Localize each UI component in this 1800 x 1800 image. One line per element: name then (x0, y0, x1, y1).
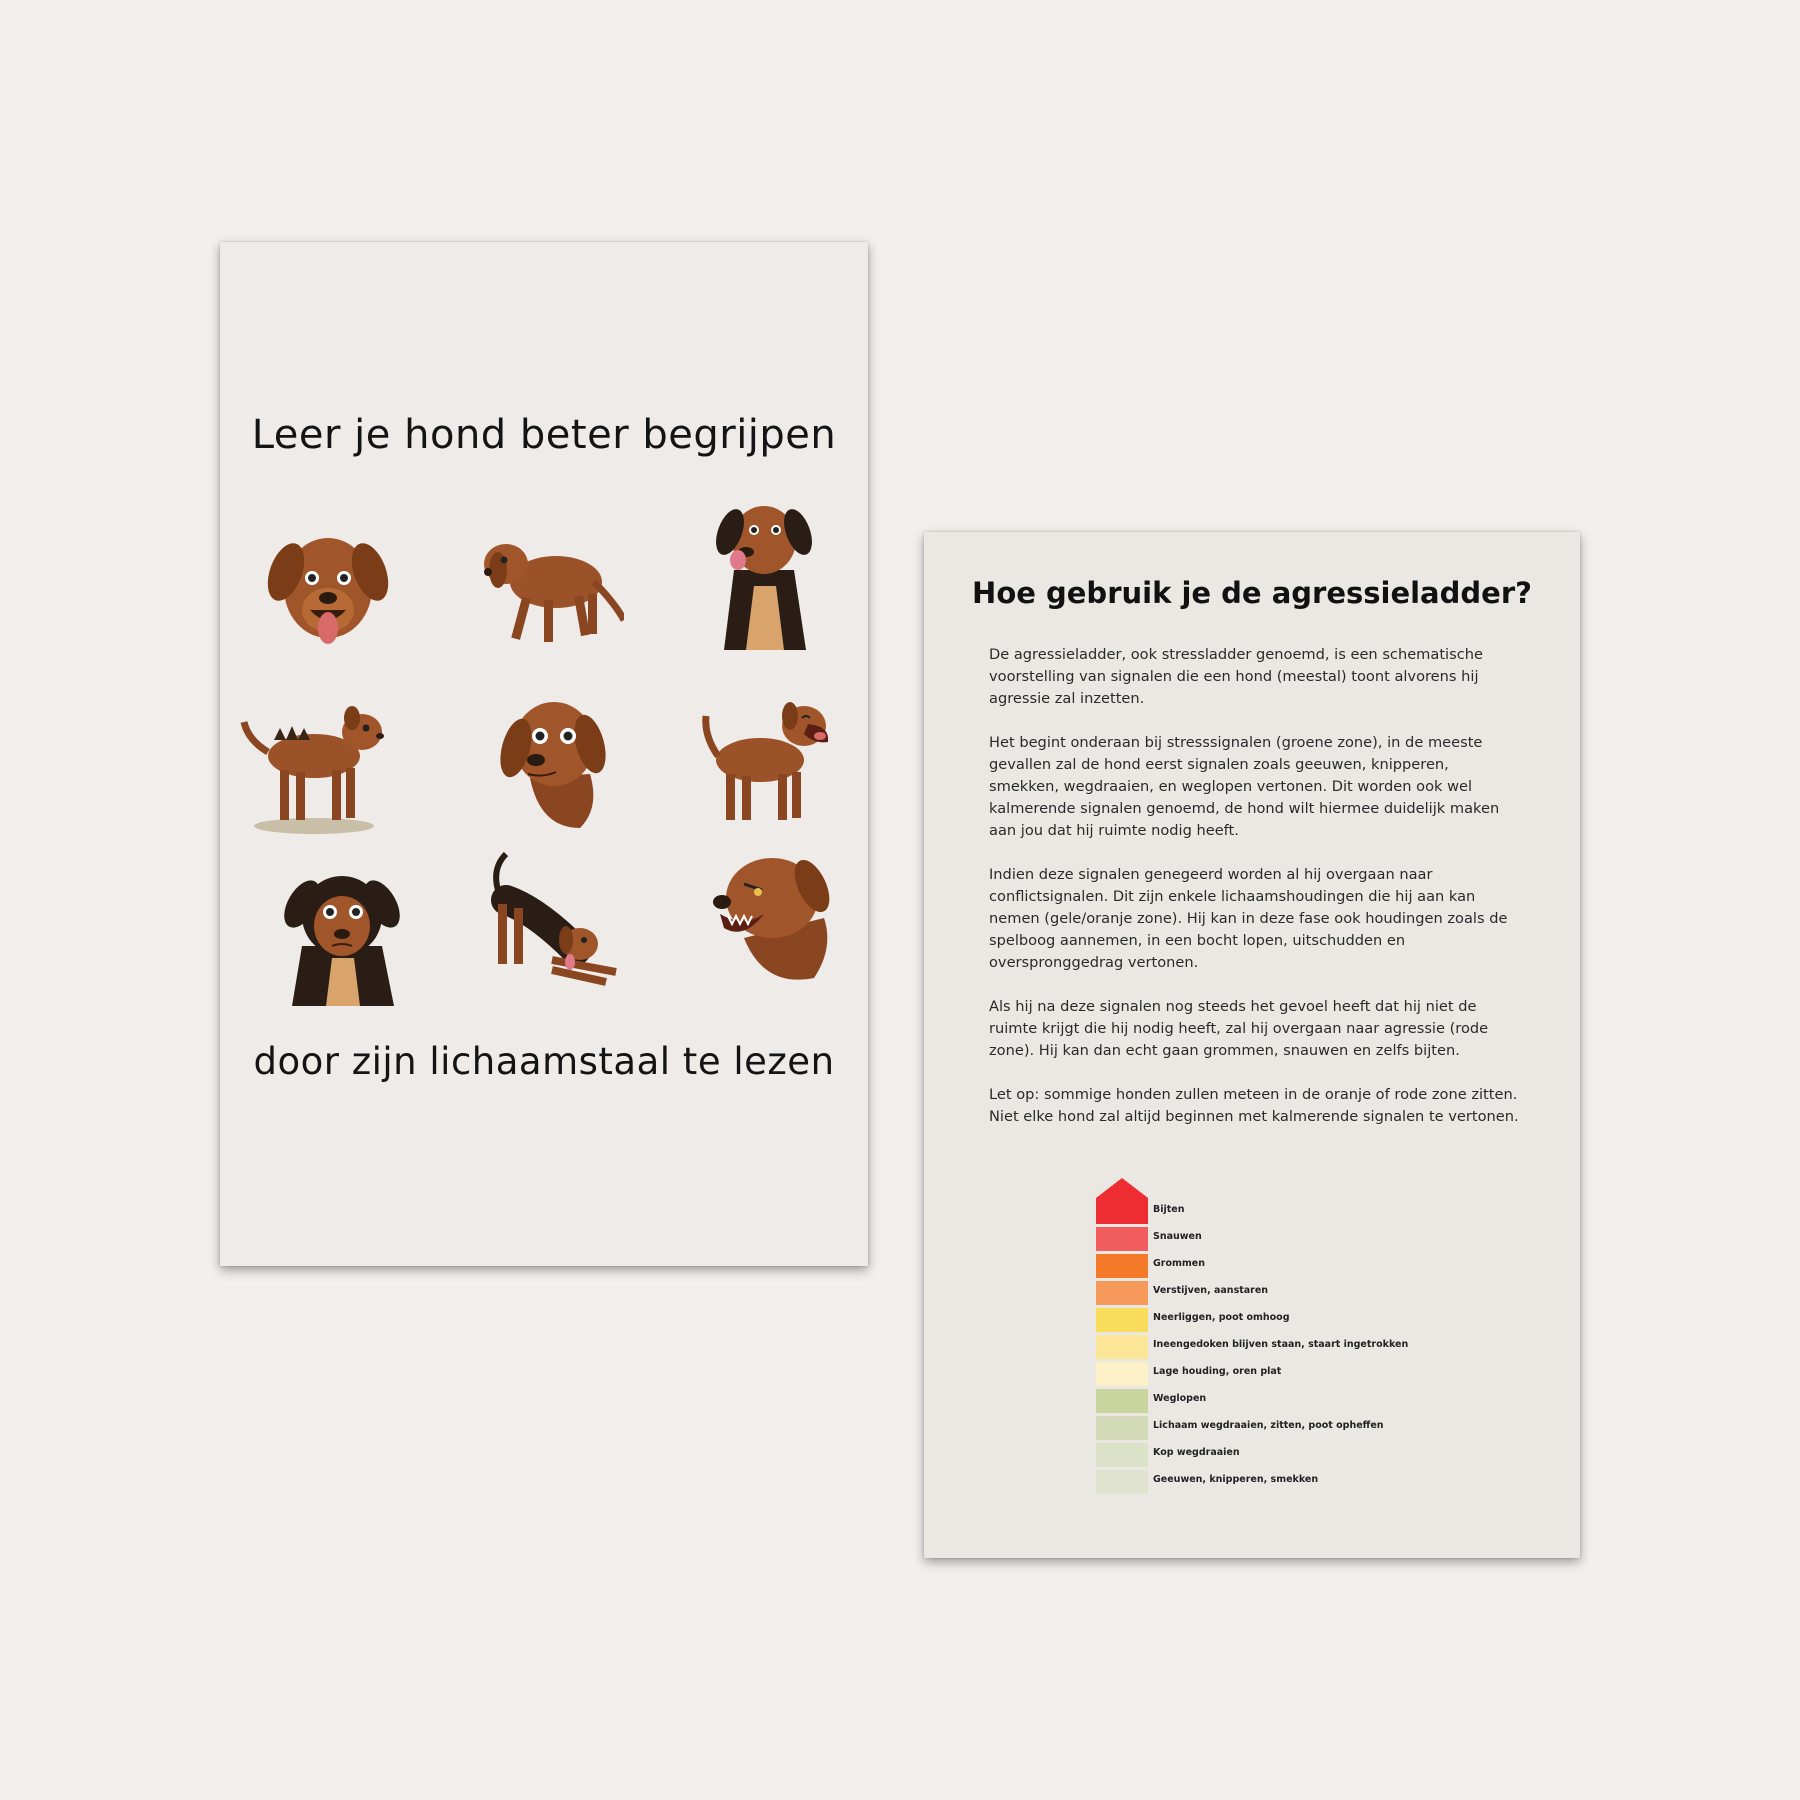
info-card (924, 532, 1580, 1558)
lip-licking-dog-icon (684, 490, 844, 650)
worried-dog-face-icon (470, 678, 630, 838)
ladder-step (1096, 1470, 1516, 1494)
ladder-swatch (1096, 1416, 1148, 1440)
ladder-step (1096, 1335, 1516, 1359)
ladder-swatch (1096, 1254, 1148, 1278)
cover-card (220, 242, 868, 1266)
info-heading: Hoe gebruik je de agressieladder? (972, 576, 1532, 610)
ladder-step (1096, 1308, 1516, 1332)
fearful-dog-face-icon (262, 846, 422, 1006)
info-paragraph: Het begint onderaan bij stresssignalen (groene zone), in de meeste gevallen zal de hond eerst signalen zoals geeuwen, knipperen, smekken, wegdraaien, en weglopen vertonen. Dit worden ook wel kalmerende signalen genoemd, de hond wilt hiermee duidelijk maken aan jou dat hij ruimte nodig heeft. (989, 734, 1500, 839)
ladder-step (1096, 1200, 1516, 1224)
info-paragraph: Let op: sommige honden zullen meteen in de oranje of rode zone zitten. Niet elke hond zal altijd beginnen met kalmerende signalen te vertonen. (989, 1086, 1519, 1125)
cowering-dog-icon (464, 510, 624, 670)
cover-subtitle: door zijn lichaamstaal te lezen (253, 1040, 835, 1083)
info-paragraph: Als hij na deze signalen nog steeds het gevoel heeft dat hij niet de ruimte krijgt die hij nodig heeft, zal hij overgaan naar agressie (rode zone). Hij kan dan echt gaan grommen, snauwen en zelfs bijten. (989, 998, 1489, 1059)
ladder-swatch (1096, 1362, 1148, 1386)
ladder-label: Grommen (1153, 1258, 1206, 1269)
ladder-label: Weglopen (1153, 1393, 1207, 1404)
ladder-label: Verstijven, aanstaren (1153, 1285, 1269, 1296)
ladder-label: Lage houding, oren plat (1153, 1366, 1282, 1377)
ladder-label: Bijten (1153, 1204, 1185, 1215)
ladder-label: Snauwen (1153, 1231, 1202, 1242)
ladder-label: Ineengedoken blijven staan, staart ingetrokken (1153, 1339, 1409, 1350)
snarling-dog-face-icon (684, 828, 844, 988)
info-body (989, 644, 1519, 1150)
raised-hackles-dog-icon (234, 680, 394, 840)
ladder-label: Geeuwen, knipperen, smekken (1153, 1474, 1319, 1485)
ladder-swatch (1096, 1335, 1148, 1359)
ladder-swatch (1096, 1470, 1148, 1494)
ladder-step (1096, 1443, 1516, 1467)
ladder-step (1096, 1362, 1516, 1386)
ladder-swatch (1096, 1389, 1148, 1413)
dog-illustration-grid (234, 510, 854, 1010)
ladder-label: Kop wegdraaien (1153, 1447, 1240, 1458)
cover-title: Leer je hond beter begrijpen (251, 412, 837, 458)
ladder-step (1096, 1416, 1516, 1440)
play-bow-dog-icon (466, 840, 626, 1000)
ladder-step (1096, 1389, 1516, 1413)
yawning-dog-icon (686, 680, 846, 840)
ladder-swatch (1096, 1308, 1148, 1332)
ladder-step (1096, 1254, 1516, 1278)
ladder-label: Lichaam wegdraaien, zitten, poot opheffen (1153, 1420, 1384, 1431)
info-paragraph: De agressieladder, ook stressladder genoemd, is een schematische voorstelling van signalen die een hond (meestal) toont alvorens hij agressie zal inzetten. (989, 646, 1483, 707)
info-paragraph: Indien deze signalen genegeerd worden al hij overgaan naar conflictsignalen. Dit zijn enkele lichaamshoudingen die hij aan kan nemen (gele/oranje zone). Hij kan in deze fase ook houdingen zoals de spelboog aannemen, in een bocht lopen, uitschudden en overspronggedrag vertonen. (989, 866, 1508, 971)
aggression-ladder (1096, 1178, 1516, 1518)
ladder-swatch (1096, 1443, 1148, 1467)
ladder-swatch (1096, 1281, 1148, 1305)
ladder-step (1096, 1227, 1516, 1251)
ladder-label: Neerliggen, poot omhoog (1153, 1312, 1290, 1323)
happy-dog-face-icon (248, 510, 408, 670)
ladder-swatch (1096, 1227, 1148, 1251)
ladder-step (1096, 1281, 1516, 1305)
